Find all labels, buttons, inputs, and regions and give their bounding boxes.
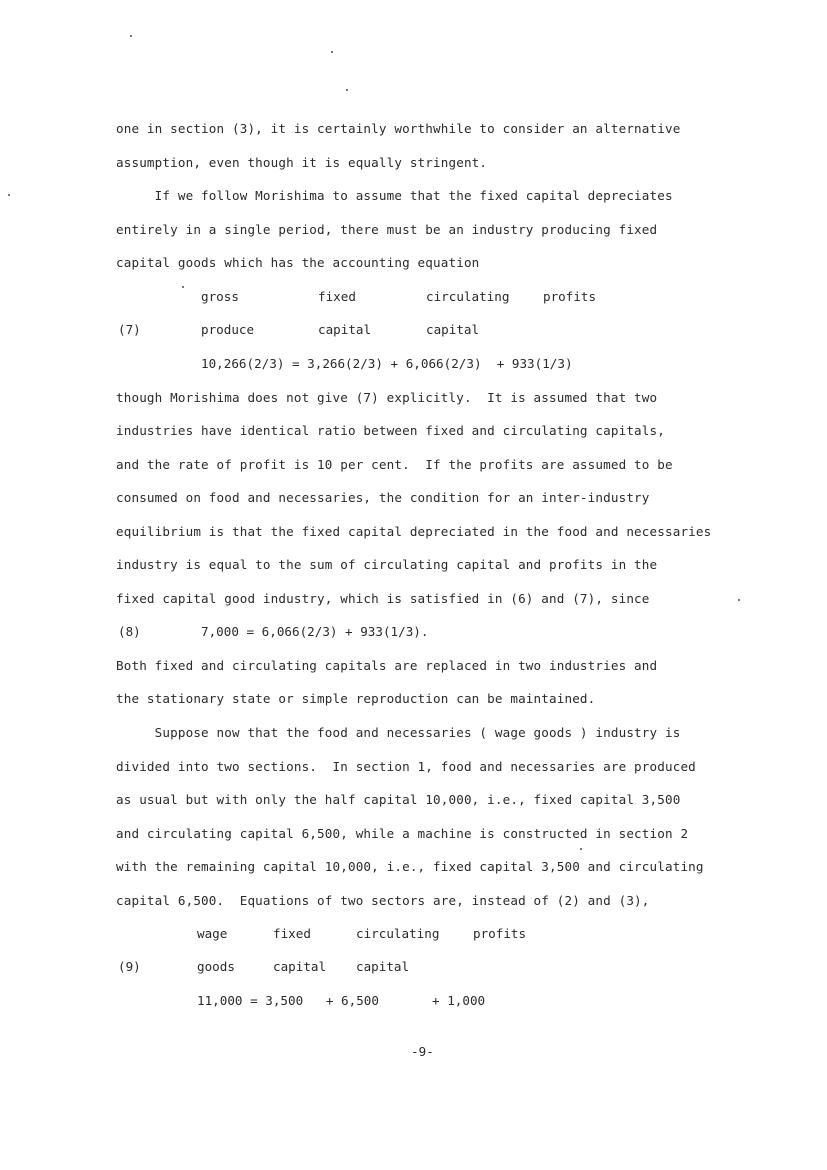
text-line: assumption, even though it is equally stringent. bbox=[116, 155, 488, 170]
eq7-header-circulating: circulating bbox=[426, 289, 510, 304]
text-line: capital 6,500. Equations of two sectors are, instead of (2) and (3), bbox=[116, 893, 650, 908]
equation-8: 7,000 = 6,066(2/3) + 933(1/3). bbox=[201, 624, 429, 639]
text-line: If we follow Morishima to assume that the fixed capital depreciates bbox=[116, 188, 673, 203]
equation-9: 11,000 = 3,500 + 6,500 + 1,000 bbox=[197, 993, 486, 1008]
text-line: though Morishima does not give (7) explicitly. It is assumed that two bbox=[116, 390, 658, 405]
text-line: and the rate of profit is 10 per cent. If the profits are assumed to be bbox=[116, 457, 673, 472]
eq9-header-capital: capital bbox=[356, 959, 410, 974]
text-line: divided into two sections. In section 1, food and necessaries are produced bbox=[116, 759, 696, 774]
scan-speck bbox=[130, 35, 132, 37]
equation-7: 10,266(2/3) = 3,266(2/3) + 6,066(2/3) + 933(1/3) bbox=[201, 356, 573, 371]
scan-speck bbox=[580, 848, 582, 850]
text-line: Both fixed and circulating capitals are replaced in two industries and bbox=[116, 658, 658, 673]
eq9-header-profits: profits bbox=[473, 926, 527, 941]
scan-speck bbox=[331, 51, 333, 53]
equation-label-8: (8) bbox=[118, 624, 141, 639]
text-line: as usual but with only the half capital 10,000, i.e., fixed capital 3,500 bbox=[116, 792, 681, 807]
text-line: capital goods which has the accounting equation bbox=[116, 255, 480, 270]
text-line: equilibrium is that the fixed capital depreciated in the food and necessaries bbox=[116, 524, 712, 539]
text-line: industries have identical ratio between fixed and circulating capitals, bbox=[116, 423, 665, 438]
eq9-header-goods: goods bbox=[197, 959, 235, 974]
text-line: with the remaining capital 10,000, i.e., fixed capital 3,500 and circulating bbox=[116, 859, 704, 874]
text-line: fixed capital good industry, which is satisfied in (6) and (7), since bbox=[116, 591, 650, 606]
eq7-header-produce: produce bbox=[201, 322, 255, 337]
eq9-header-capital: capital bbox=[273, 959, 327, 974]
text-line: entirely in a single period, there must be an industry producing fixed bbox=[116, 222, 658, 237]
text-line: Suppose now that the food and necessaries ( wage goods ) industry is bbox=[116, 725, 681, 740]
scan-speck bbox=[346, 89, 348, 91]
equation-label-9: (9) bbox=[118, 959, 141, 974]
eq9-header-fixed: fixed bbox=[273, 926, 311, 941]
scan-speck bbox=[182, 286, 184, 288]
eq7-header-profits: profits bbox=[543, 289, 597, 304]
eq7-header-capital: capital bbox=[318, 322, 372, 337]
text-line: and circulating capital 6,500, while a machine is constructed in section 2 bbox=[116, 826, 689, 841]
scan-speck bbox=[8, 194, 10, 196]
scan-speck bbox=[738, 599, 740, 601]
eq7-header-fixed: fixed bbox=[318, 289, 356, 304]
text-line: consumed on food and necessaries, the condition for an inter-industry bbox=[116, 490, 650, 505]
text-line: the stationary state or simple reproduction can be maintained. bbox=[116, 691, 596, 706]
page-number: -9- bbox=[411, 1044, 434, 1059]
eq9-header-wage: wage bbox=[197, 926, 228, 941]
eq7-header-capital: capital bbox=[426, 322, 480, 337]
eq7-header-gross: gross bbox=[201, 289, 239, 304]
equation-label-7: (7) bbox=[118, 322, 141, 337]
text-line: one in section (3), it is certainly worthwhile to consider an alternative bbox=[116, 121, 681, 136]
eq9-header-circulating: circulating bbox=[356, 926, 440, 941]
text-line: industry is equal to the sum of circulating capital and profits in the bbox=[116, 557, 658, 572]
